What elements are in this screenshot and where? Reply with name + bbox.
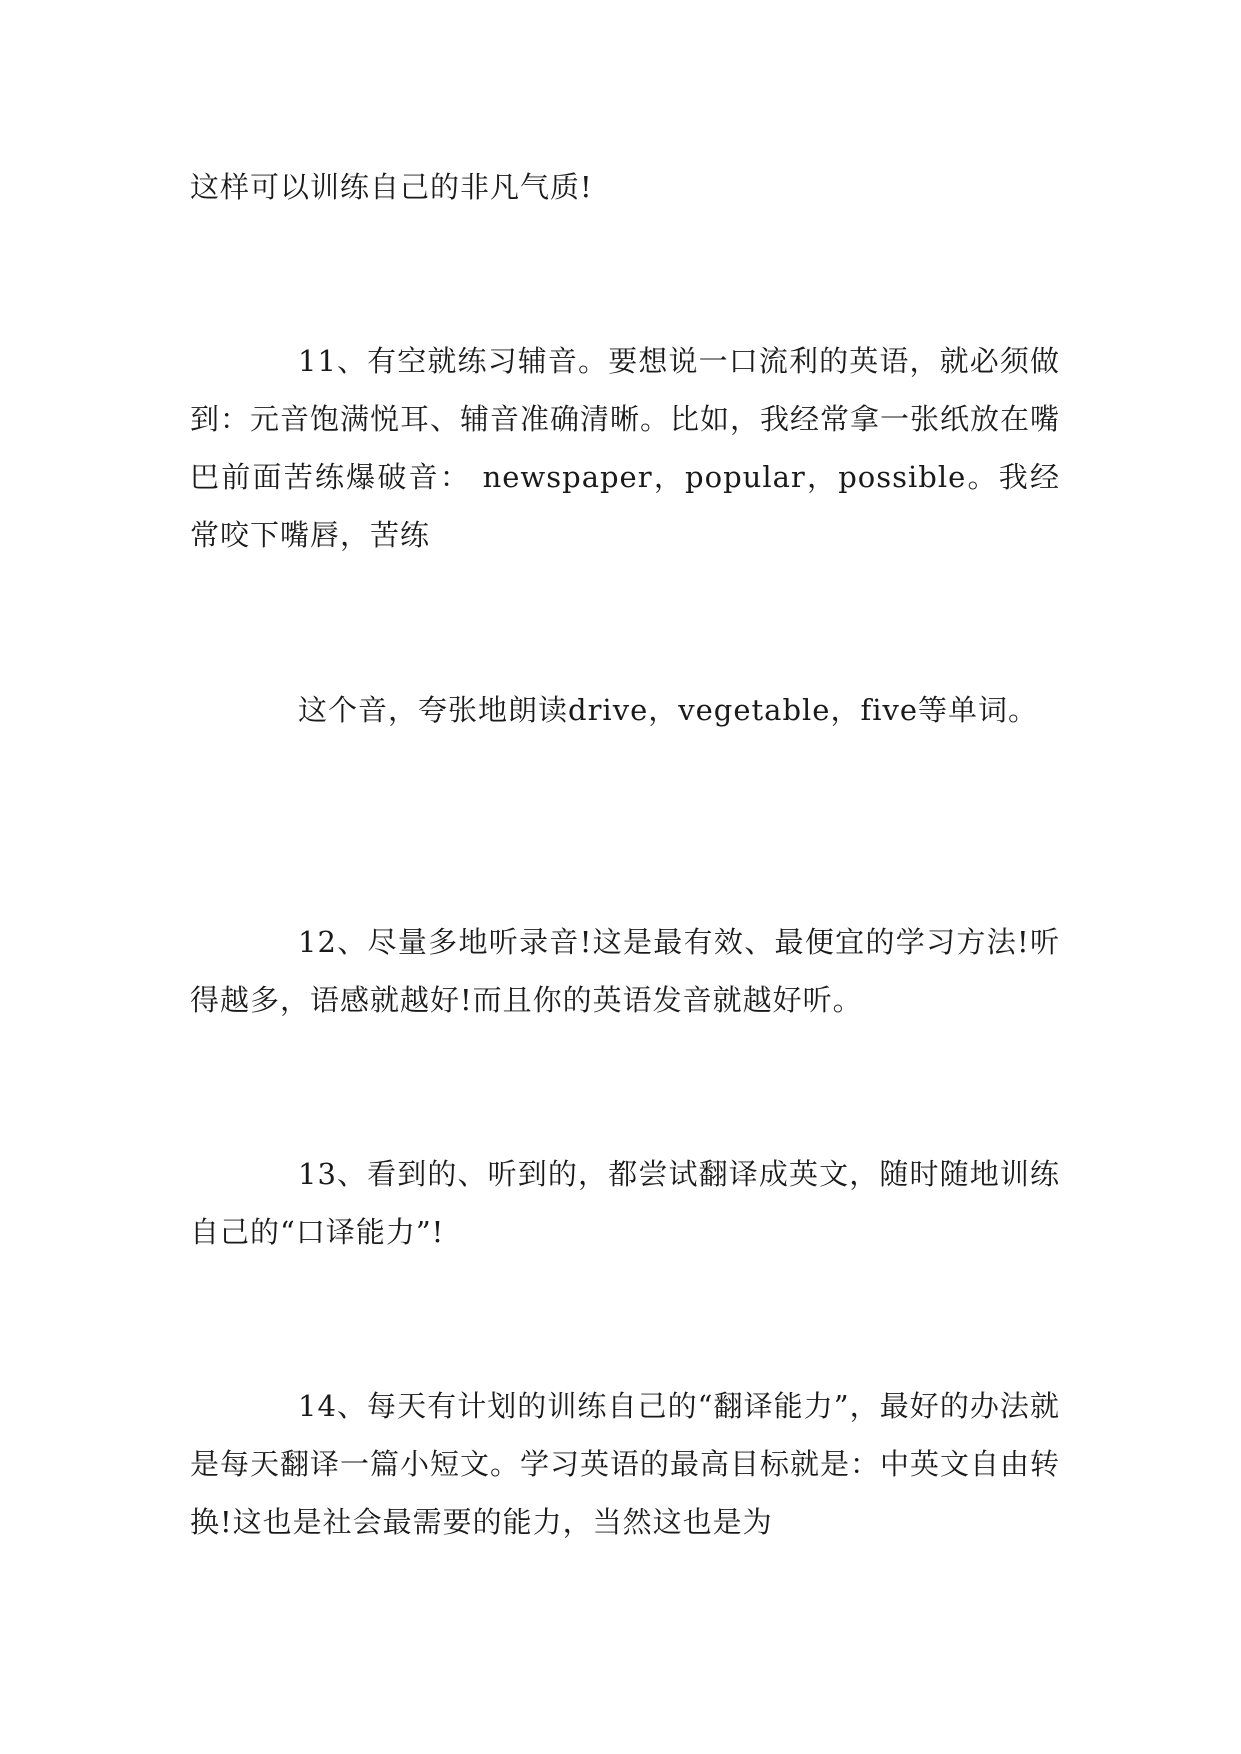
paragraph-tip-11-continued: 这个音，夸张地朗读drive，vegetable，five等单词。 — [298, 693, 1039, 727]
paragraph-tip-14: 14、每天有计划的训练自己的“翻译能力”，最好的办法就是每天翻译一篇小短文。学习英语的最高目标就是：中英文自由转换!这也是社会最需要的能力，当然这也是为 — [190, 1389, 1061, 1539]
paragraph-tip-12: 12、尽量多地听录音!这是最有效、最便宜的学习方法!听得越多，语感就越好!而且你的英语发音就越好听。 — [190, 925, 1060, 1017]
paragraph-tip-13: 13、看到的、听到的，都尝试翻译成英文，随时随地训练自己的“口译能力”! — [190, 1157, 1060, 1249]
paragraph-continuation: 这样可以训练自己的非凡气质! — [190, 170, 593, 204]
paragraph-tip-11: 11、有空就练习辅音。要想说一口流利的英语，就必须做到：元音饱满悦耳、辅音准确清晰。比如，我经常拿一张纸放在嘴巴前面苦练爆破音： newspaper，popular，possible。我经常咬下嘴唇，苦练 — [190, 344, 1061, 552]
